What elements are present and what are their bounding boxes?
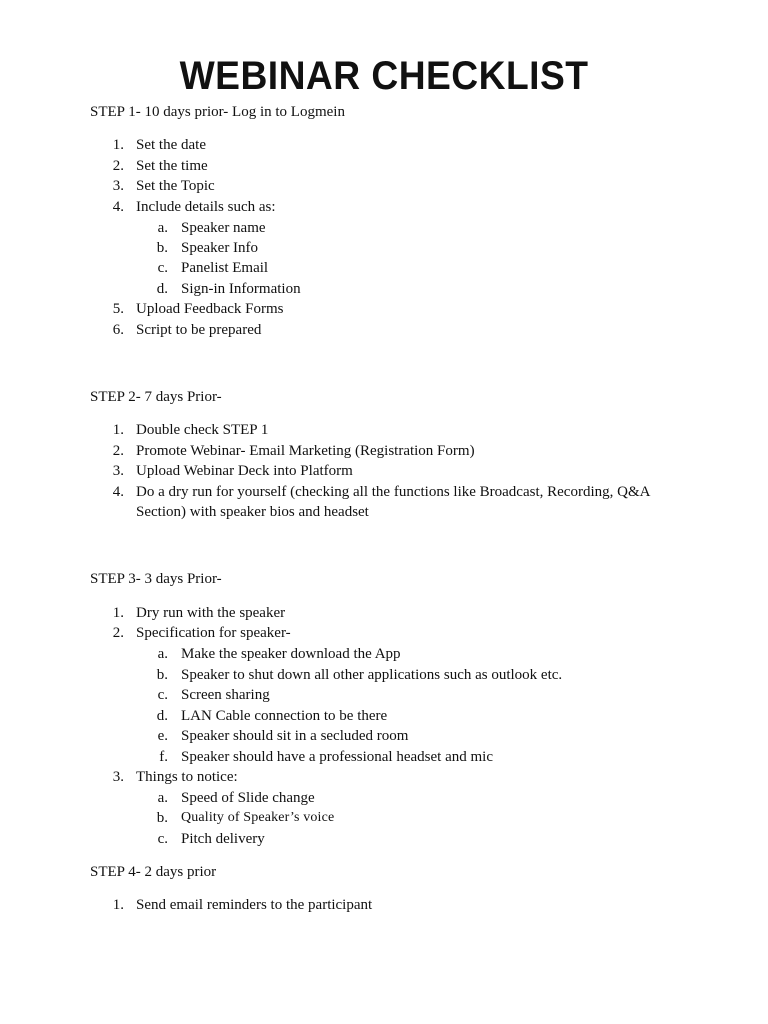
list-item-number: 2. [112, 625, 124, 641]
list-item-text: Promote Webinar- Email Marketing (Registration Form) [136, 443, 475, 459]
list-item-number: 4. [112, 199, 124, 215]
sub-list-item-letter: e. [157, 728, 168, 744]
list-item-number: 1. [112, 422, 124, 438]
sub-list-item-text: Speaker should sit in a secluded room [181, 728, 409, 744]
list-item-text: Dry run with the speaker [136, 605, 286, 621]
sub-list-item-letter: b. [156, 810, 168, 826]
sub-list-item-letter: f. [159, 749, 168, 765]
list-item-text: Upload Feedback Forms [136, 301, 284, 317]
sub-list-item-text: Speaker should have a professional headset and mic [181, 749, 493, 765]
sub-list-item-text: Speaker Info [181, 240, 259, 256]
sub-list-item-text: Screen sharing [181, 687, 270, 703]
step-3-heading: STEP 3- 3 days Prior- [90, 571, 222, 587]
step-2-heading: STEP 2- 7 days Prior- [90, 389, 222, 405]
step-1-heading: STEP 1- 10 days prior- Log in to Logmein [90, 104, 345, 120]
sub-list-item-text: Speaker to shut down all other applications such as outlook etc. [181, 667, 563, 683]
sub-list-item-letter: a. [157, 790, 168, 806]
list-item-text: Things to notice: [136, 769, 238, 785]
list-item-text: Set the date [136, 137, 206, 153]
sub-list-item-text: Pitch delivery [181, 831, 265, 847]
sub-list-item-text: Make the speaker download the App [181, 646, 401, 662]
list-item-number: 3. [112, 463, 124, 479]
list-item-number: 4. [112, 484, 124, 500]
sub-list-item-text: Speaker name [181, 220, 266, 236]
sub-list-item-letter: c. [157, 687, 168, 703]
sub-list-item-text: Panelist Email [181, 260, 269, 276]
sub-list-item-letter: d. [156, 708, 168, 724]
step-4-heading: STEP 4- 2 days prior [90, 864, 217, 880]
list-item-text: Upload Webinar Deck into Platform [136, 463, 353, 479]
sub-list-item-letter: c. [157, 831, 168, 847]
list-item-text: Script to be prepared [136, 322, 262, 338]
list-item-number: 1. [112, 137, 124, 153]
sub-list-item-letter: b. [156, 240, 168, 256]
list-item-number: 2. [112, 443, 124, 459]
list-item-text: Double check STEP 1 [136, 422, 269, 438]
list-item-text: Include details such as: [136, 199, 276, 215]
list-item-text: Specification for speaker- [136, 625, 291, 641]
list-item-text: Send email reminders to the participant [136, 897, 373, 913]
list-item-number: 2. [112, 158, 124, 174]
list-item-number: 5. [112, 301, 124, 317]
sub-list-item-letter: a. [157, 646, 168, 662]
list-item-text: Set the time [136, 158, 208, 174]
sub-list-item-letter: a. [157, 220, 168, 236]
list-item-number: 1. [112, 605, 124, 621]
list-item-text: Set the Topic [136, 178, 215, 194]
list-item-number: 1. [112, 897, 124, 913]
page-title: WEBINAR CHECKLIST [179, 54, 589, 98]
list-item-number: 3. [112, 769, 124, 785]
list-item-text-continued: Section) with speaker bios and headset [136, 504, 369, 520]
list-item-text: Do a dry run for yourself (checking all the functions like Broadcast, Recording, Q&A [136, 484, 651, 500]
sub-list-item-text: Quality of Speaker’s voice [181, 810, 335, 825]
sub-list-item-text: Sign-in Information [181, 281, 301, 297]
sub-list-item-letter: d. [156, 281, 168, 297]
sub-list-item-letter: c. [157, 260, 168, 276]
sub-list-item-letter: b. [156, 667, 168, 683]
list-item-number: 3. [112, 178, 124, 194]
sub-list-item-text: LAN Cable connection to be there [181, 708, 388, 724]
sub-list-item-text: Speed of Slide change [181, 790, 315, 806]
list-item-number: 6. [112, 322, 124, 338]
